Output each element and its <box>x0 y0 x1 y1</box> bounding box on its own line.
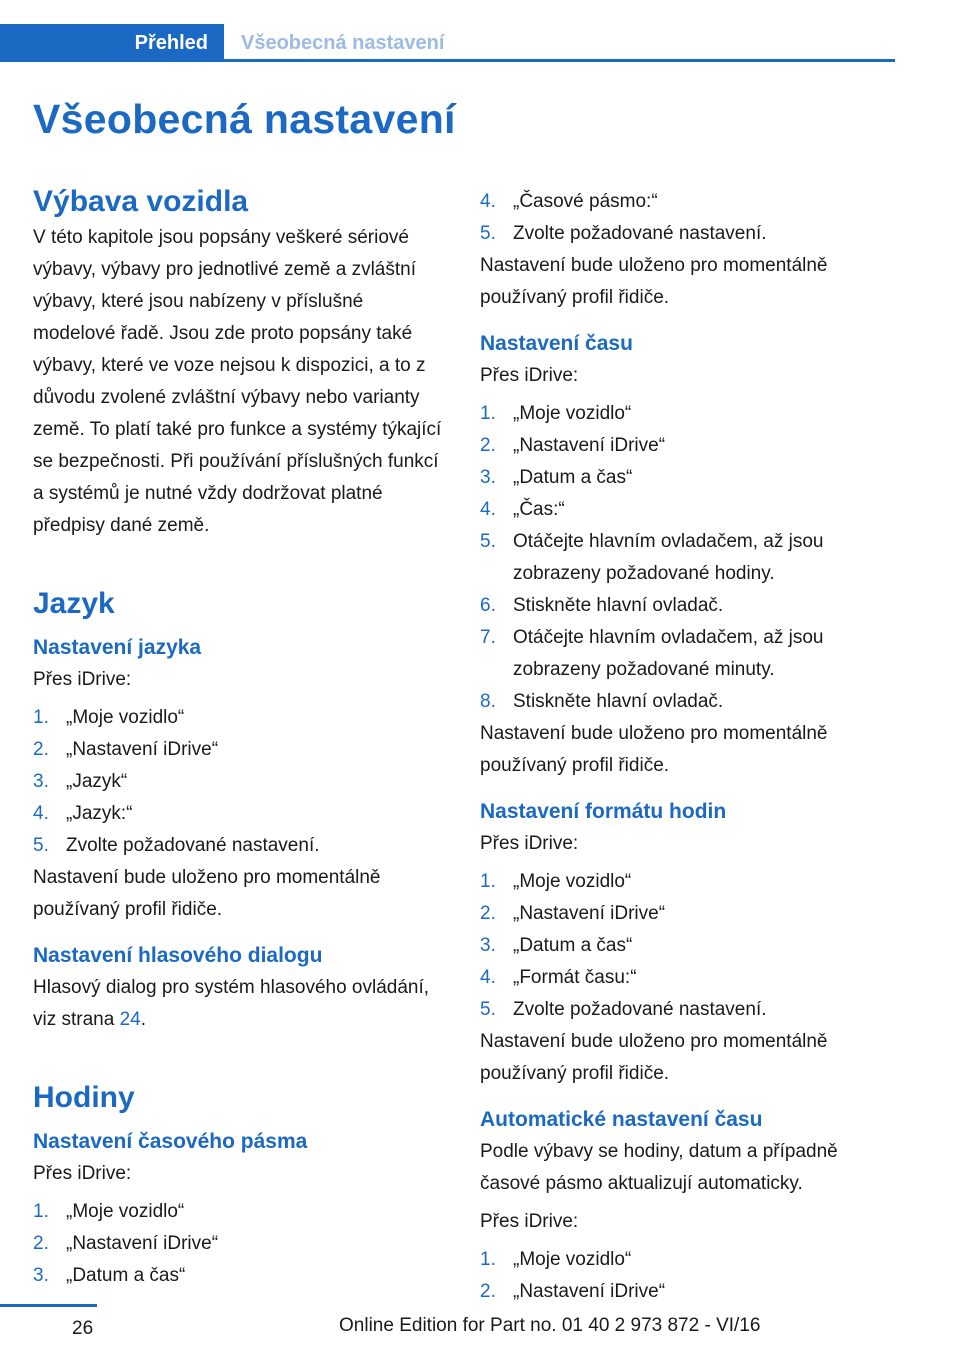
vybava-text: V této kapitole jsou popsány veškeré sériové výbavy, výbavy pro jednotlivé země a zvláštní výbavy, které jsou nabízeny v příslušné modelové řadě. Jsou zde proto popsány také výbavy, které ve voze nejsou k dispozici, a to z důvodu zvolené zvláštní výbavy nebo varianty země. To platí také pro funkce a systémy týkající se bezpečnosti. Při používání příslušných funkcí a systémů je nutné vždy dodržovat platné předpisy dané země. <box>33 227 442 536</box>
step-number: 2. <box>480 903 496 924</box>
step-text: Zvolte požadované nastavení. <box>513 999 767 1020</box>
step-number: 5. <box>480 223 496 244</box>
edition-note: Online Edition for Part no. 01 40 2 973 872 - VI/16 <box>339 1315 761 1336</box>
voice-text <box>33 972 445 1036</box>
via-idrive-label: Přes iDrive: <box>480 365 579 386</box>
list-item <box>480 526 892 590</box>
via-idrive-label: Přes iDrive: <box>33 1163 132 1184</box>
list-item <box>33 766 445 798</box>
subsection-title-language: Nastavení jazyka <box>33 636 202 659</box>
list-item <box>33 1228 445 1260</box>
step-number: 4. <box>480 499 496 520</box>
step-number: 5. <box>480 531 496 552</box>
step-number: 7. <box>480 627 496 648</box>
subsection-title-auto-time: Automatické nastavení času <box>480 1108 763 1131</box>
step-text: Otáčejte hlavním ovladačem, až jsou zobrazeny požadované hodiny. <box>513 531 824 584</box>
voice-text-body: Hlasový dialog pro systém hlasového ovládání, viz strana <box>33 977 430 1030</box>
step-text: „Moje vozidlo“ <box>66 707 185 728</box>
step-text: „Moje vozidlo“ <box>66 1201 185 1222</box>
step-number: 3. <box>33 1265 49 1286</box>
step-number: 8. <box>480 691 496 712</box>
steps-timezone-cont <box>480 186 892 250</box>
section-title-hodiny: Hodiny <box>33 1081 135 1114</box>
subsection-title-voice: Nastavení hlasového dialogu <box>33 944 323 967</box>
via-idrive-label: Přes iDrive: <box>480 1211 579 1232</box>
step-text: „Formát času:“ <box>513 967 637 988</box>
step-number: 5. <box>480 999 496 1020</box>
step-text: „Jazyk“ <box>66 771 128 792</box>
step-number: 1. <box>480 871 496 892</box>
list-item <box>480 186 892 218</box>
step-text: „Jazyk:“ <box>66 803 133 824</box>
list-item <box>480 866 892 898</box>
step-number: 5. <box>33 835 49 856</box>
step-number: 1. <box>33 1201 49 1222</box>
step-number: 1. <box>480 1249 496 1270</box>
list-item <box>33 798 445 830</box>
step-text: „Nastavení iDrive“ <box>513 435 666 456</box>
voice-text-end: . <box>140 1009 147 1030</box>
list-item <box>480 494 892 526</box>
list-item <box>33 702 445 734</box>
page-title: Všeobecná nastavení <box>33 96 456 142</box>
step-text: Stiskněte hlavní ovladač. <box>513 691 724 712</box>
subsection-title-clock-format: Nastavení formátu hodin <box>480 800 727 823</box>
subsection-title-time: Nastavení času <box>480 332 633 355</box>
left-column <box>33 178 445 1292</box>
tab-overview[interactable]: Přehled <box>0 24 224 62</box>
step-text: „Moje vozidlo“ <box>513 871 632 892</box>
step-number: 4. <box>480 967 496 988</box>
list-item <box>33 1260 445 1292</box>
step-number: 1. <box>33 707 49 728</box>
list-item <box>480 930 892 962</box>
list-item <box>480 622 892 686</box>
page-link[interactable]: 24 <box>119 1009 141 1030</box>
step-number: 3. <box>480 467 496 488</box>
steps-auto-time <box>480 1244 892 1308</box>
list-item <box>480 218 892 250</box>
step-text: Stiskněte hlavní ovladač. <box>513 595 724 616</box>
step-text: Zvolte požadované nastavení. <box>513 223 767 244</box>
footer-rule <box>0 1304 97 1307</box>
section-title-jazyk: Jazyk <box>33 587 115 620</box>
saved-note: Nastavení bude uloženo pro momentálně používaný profil řidiče. <box>480 1031 828 1084</box>
step-number: 1. <box>480 403 496 424</box>
step-text: Zvolte požadované nastavení. <box>66 835 320 856</box>
list-item <box>33 830 445 862</box>
steps-language <box>33 702 445 862</box>
step-text: „Moje vozidlo“ <box>513 1249 632 1270</box>
step-number: 2. <box>33 1233 49 1254</box>
step-text: „Časové pásmo:“ <box>513 191 658 212</box>
step-text: „Nastavení iDrive“ <box>66 739 219 760</box>
list-item <box>33 734 445 766</box>
step-number: 2. <box>480 435 496 456</box>
saved-note: Nastavení bude uloženo pro momentálně používaný profil řidiče. <box>33 867 381 920</box>
list-item <box>480 686 892 718</box>
step-text: „Nastavení iDrive“ <box>513 1281 666 1302</box>
steps-time <box>480 398 892 718</box>
via-idrive-label: Přes iDrive: <box>480 833 579 854</box>
step-text: Otáčejte hlavním ovladačem, až jsou zobrazeny požadované minuty. <box>513 627 824 680</box>
list-item <box>480 1276 892 1308</box>
step-number: 2. <box>33 739 49 760</box>
list-item <box>480 962 892 994</box>
step-text: „Datum a čas“ <box>66 1265 186 1286</box>
step-text: „Datum a čas“ <box>513 935 633 956</box>
step-number: 4. <box>33 803 49 824</box>
header-tabbar <box>0 24 895 62</box>
auto-time-text: Podle výbavy se hodiny, datum a případně časové pásmo aktualizují automaticky. <box>480 1141 838 1194</box>
list-item <box>33 1196 445 1228</box>
header-rule <box>0 59 895 62</box>
steps-clock-format <box>480 866 892 1026</box>
step-text: „Nastavení iDrive“ <box>513 903 666 924</box>
list-item <box>480 994 892 1026</box>
step-number: 2. <box>480 1281 496 1302</box>
step-text: „Nastavení iDrive“ <box>66 1233 219 1254</box>
list-item <box>480 430 892 462</box>
list-item <box>480 398 892 430</box>
list-item <box>480 898 892 930</box>
step-number: 6. <box>480 595 496 616</box>
page-number: 26 <box>72 1318 94 1339</box>
subsection-title-timezone: Nastavení časového pásma <box>33 1130 308 1153</box>
list-item <box>480 1244 892 1276</box>
step-number: 3. <box>33 771 49 792</box>
saved-note: Nastavení bude uloženo pro momentálně používaný profil řidiče. <box>480 255 828 308</box>
step-number: 3. <box>480 935 496 956</box>
step-text: „Datum a čas“ <box>513 467 633 488</box>
step-text: „Čas:“ <box>513 499 565 520</box>
list-item <box>480 590 892 622</box>
section-title-vybava: Výbava vozidla <box>33 185 249 218</box>
tab-general-settings[interactable]: Všeobecná nastavení <box>241 32 445 54</box>
step-text: „Moje vozidlo“ <box>513 403 632 424</box>
saved-note: Nastavení bude uloženo pro momentálně používaný profil řidiče. <box>480 723 828 776</box>
steps-timezone <box>33 1196 445 1292</box>
list-item <box>480 462 892 494</box>
via-idrive-label: Přes iDrive: <box>33 669 132 690</box>
step-number: 4. <box>480 191 496 212</box>
right-column <box>480 186 892 1308</box>
